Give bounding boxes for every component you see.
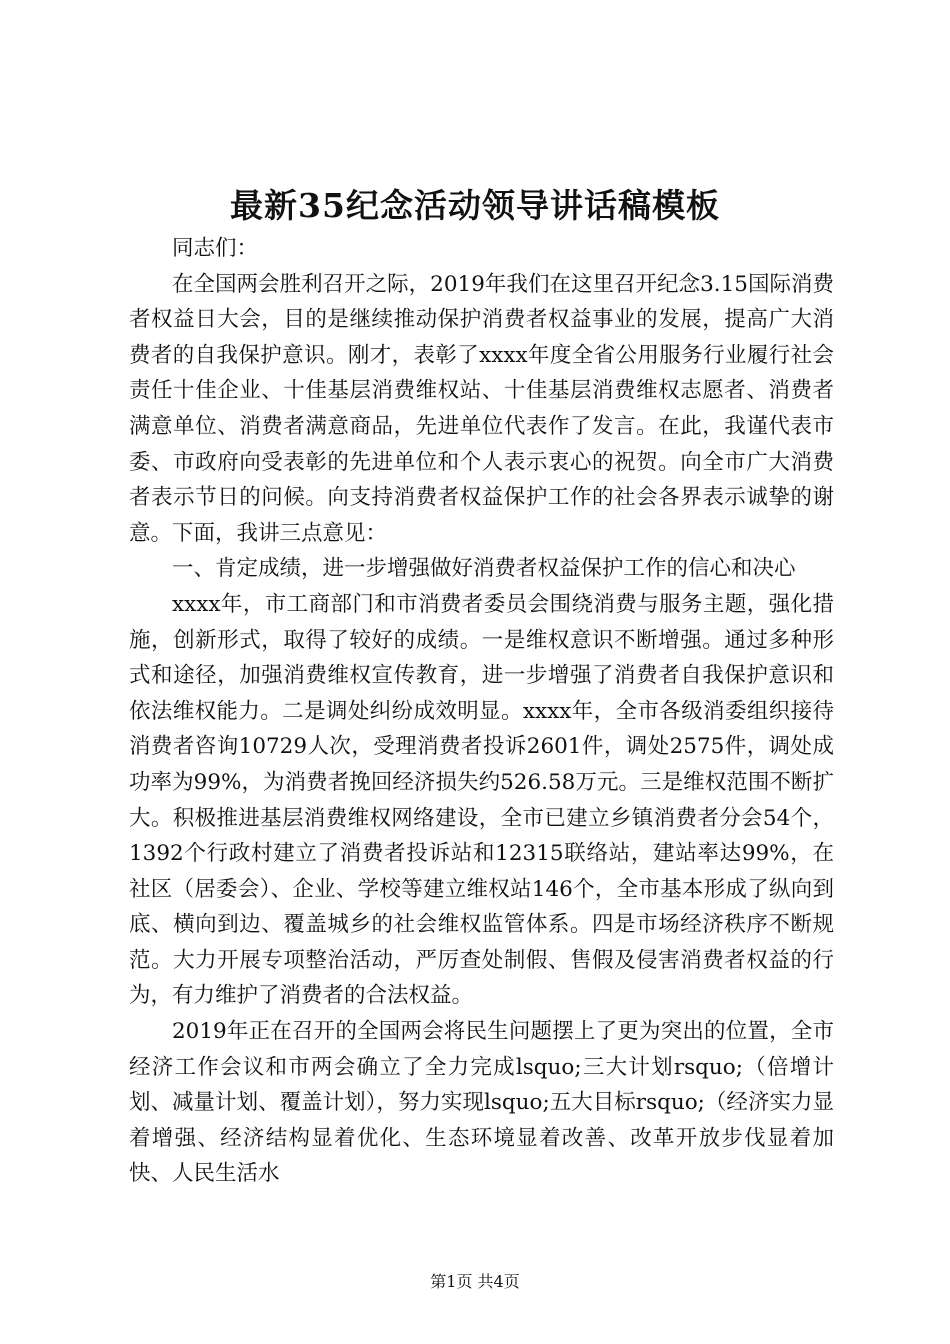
- document-body: [129, 231, 834, 1192]
- page-footer: 第1页 共4页: [430, 1272, 520, 1291]
- document-title: 最新35纪念活动领导讲话稿模板: [230, 186, 720, 225]
- salutation-paragraph: 同志们：: [172, 236, 259, 261]
- context-paragraph: 2019年正在召开的全国两会将民生问题摆上了更为突出的位置，全市经济工作会议和市两会确立了全力完成lsquo;三大计划rsquo;（倍增计划、减量计划、覆盖计划），努力实现lsquo;五大目标rsquo;（经济实力显着增强、经济结构显着优化、生态环境显着改善、改革开放步伐显着加快、人民生活水: [129, 1019, 834, 1187]
- section-heading-1: 一、肯定成绩，进一步增强做好消费者权益保护工作的信心和决心: [172, 556, 796, 582]
- opening-paragraph: 在全国两会胜利召开之际，2019年我们在这里召开纪念3.15国际消费者权益日大会，目的是继续推动保护消费者权益事业的发展，提高广大消费者的自我保护意识。刚才，表彰了xxxx年度全省公用服务行业履行社会责任十佳企业、十佳基层消费维权站、十佳基层消费维权志愿者、消费者满意单位、消费者满意商品，先进单位代表作了发言。在此，我谨代表市委、市政府向受表彰的先进单位和个人表示衷心的祝贺。向全市广大消费者表示节日的问候。向支持消费者权益保护工作的社会各界表示诚挚的谢意。下面，我讲三点意见：: [129, 271, 834, 546]
- achievements-paragraph: xxxx年，市工商部门和市消费者委员会围绕消费与服务主题，强化措施，创新形式，取得了较好的成绩。一是维权意识不断增强。通过多种形式和途径，加强消费维权宣传教育，进一步增强了消费者自我保护意识和依法维权能力。二是调处纠纷成效明显。xxxx年，全市各级消委组织接待消费者咨询10729人次，受理消费者投诉2601件，调处2575件，调处成功率为99%，为消费者挽回经济损失约526.58万元。三是维权范围不断扩大。积极推进基层消费维权网络建设，全市已建立乡镇消费者分会54个，1392个行政村建立了消费者投诉站和12315联络站，建站率达99%，在社区（居委会）、企业、学校等建立维权站146个，全市基本形成了纵向到底、横向到边、覆盖城乡的社会维权监管体系。四是市场经济秩序不断规范。大力开展专项整治活动，严厉查处制假、售假及侵害消费者权益的行为，有力维护了消费者的合法权益。: [129, 591, 834, 1009]
